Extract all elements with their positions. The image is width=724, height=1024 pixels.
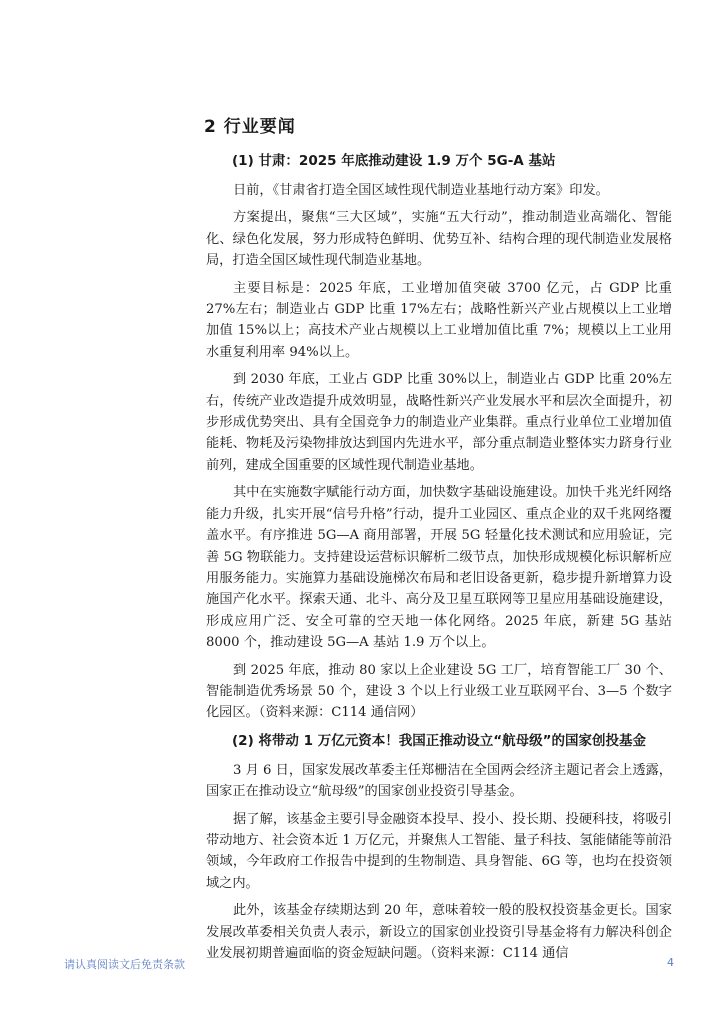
news-paragraph: 到 2030 年底，工业占 GDP 比重 30%以上，制造业占 GDP 比重 20%左右，传统产业改造提升成效明显，战略性新兴产业发展水平和层次全面提升，初步形成优势突出、具有全国竞争力的制造业产业集群。重点行业单位工业增加值能耗、物耗及污染物排放达到国内先进水平，部分重点制造业整体实力跻身行业前列，建成全国重要的区域性现代制造业基地。 (206, 372, 672, 473)
news-paragraph: 此外，该基金存续期达到 20 年，意味着较一般的股权投资基金更长。国家发展改革委相关负责人表示，新设立的国家创业投资引导基金将有力解决科创企业发展初期普遍面临的资金短缺问题。（资料来源：C114 通信 (206, 903, 672, 961)
section-title: 2 行业要闻 (204, 117, 296, 137)
disclaimer-link[interactable]: 请认真阅读文后免责条款 (64, 958, 185, 971)
news-item (206, 730, 672, 965)
news-heading: (1) 甘肃：2025 年底推动建设 1.9 万个 5G-A 基站 (232, 153, 556, 169)
news-paragraph: 据了解，该基金主要引导金融资本投早、投小、投长期、投硬科技，将吸引带动地方、社会资本近 1 万亿元，并聚焦人工智能、量子科技、氢能储能等前沿领域，今年政府工作报告中提到的生物制造、具身智能、6G 等，也均在投资领域之内。 (206, 811, 672, 891)
news-paragraph: 方案提出，聚焦“三大区域”，实施“五大行动”，推动制造业高端化、智能化、绿色化发展，努力形成特色鲜明、优势互补、结构合理的现代制造业发展格局，打造全国区域性现代制造业基地。 (206, 210, 672, 269)
news-item (206, 150, 672, 724)
news-paragraph: 其中在实施数字赋能行动方面，加快数字基础设施建设。加快千兆光纤网络能力升级，扎实开展“信号升格”行动，提升工业园区、重点企业的双千兆网络覆盖水平。有序推进 5G—A 商用部署，开展 5G 轻量化技术测试和应用验证，完善 5G 物联能力。支持建设运营标识解析二级节点，加快形成规模化标识解析应用服务能力。实施算力基础设施梯次布局和老旧设备更新，稳步提升新增算力设施国产化水平。探索天通、北斗、高分及卫星互联网等卫星应用基础设施建设，形成应用广泛、安全可靠的空天地一体化网络。2025 年底，新建 5G 基站 8000 个，推动建设 5G—A 基站 1.9 万个以上。 (206, 485, 672, 651)
news-paragraph: 日前，《甘肃省打造全国区域性现代制造业基地行动方案》印发。 (233, 183, 609, 198)
news-paragraph: 3 月 6 日，国家发展改革委主任郑栅洁在全国两会经济主题记者会上透露，国家正在推动设立“航母级”的国家创业投资引导基金。 (206, 762, 672, 800)
news-paragraph: 主要目标是：2025 年底，工业增加值突破 3700 亿元，占 GDP 比重 27%左右；制造业占 GDP 比重 17%左右；战略性新兴产业占规模以上工业增加值 15%以上；高技术产业占规模以上工业增加值比重 7%；规模以上工业用水重复利用率 94%以上。 (206, 280, 672, 360)
page-footer (0, 956, 724, 986)
news-content (206, 150, 672, 970)
page-number: 4 (667, 956, 674, 969)
news-paragraph: 到 2025 年底，推动 80 家以上企业建设 5G 工厂，培育智能工厂 30 个、智能制造优秀场景 50 个，建设 3 个以上行业级工业互联网平台、3—5 个数字化园区。（资料来源：C114 通信网） (206, 662, 672, 721)
news-heading: (2) 将带动 1 万亿元资本！我国正推动设立“航母级”的国家创投基金 (232, 732, 646, 749)
